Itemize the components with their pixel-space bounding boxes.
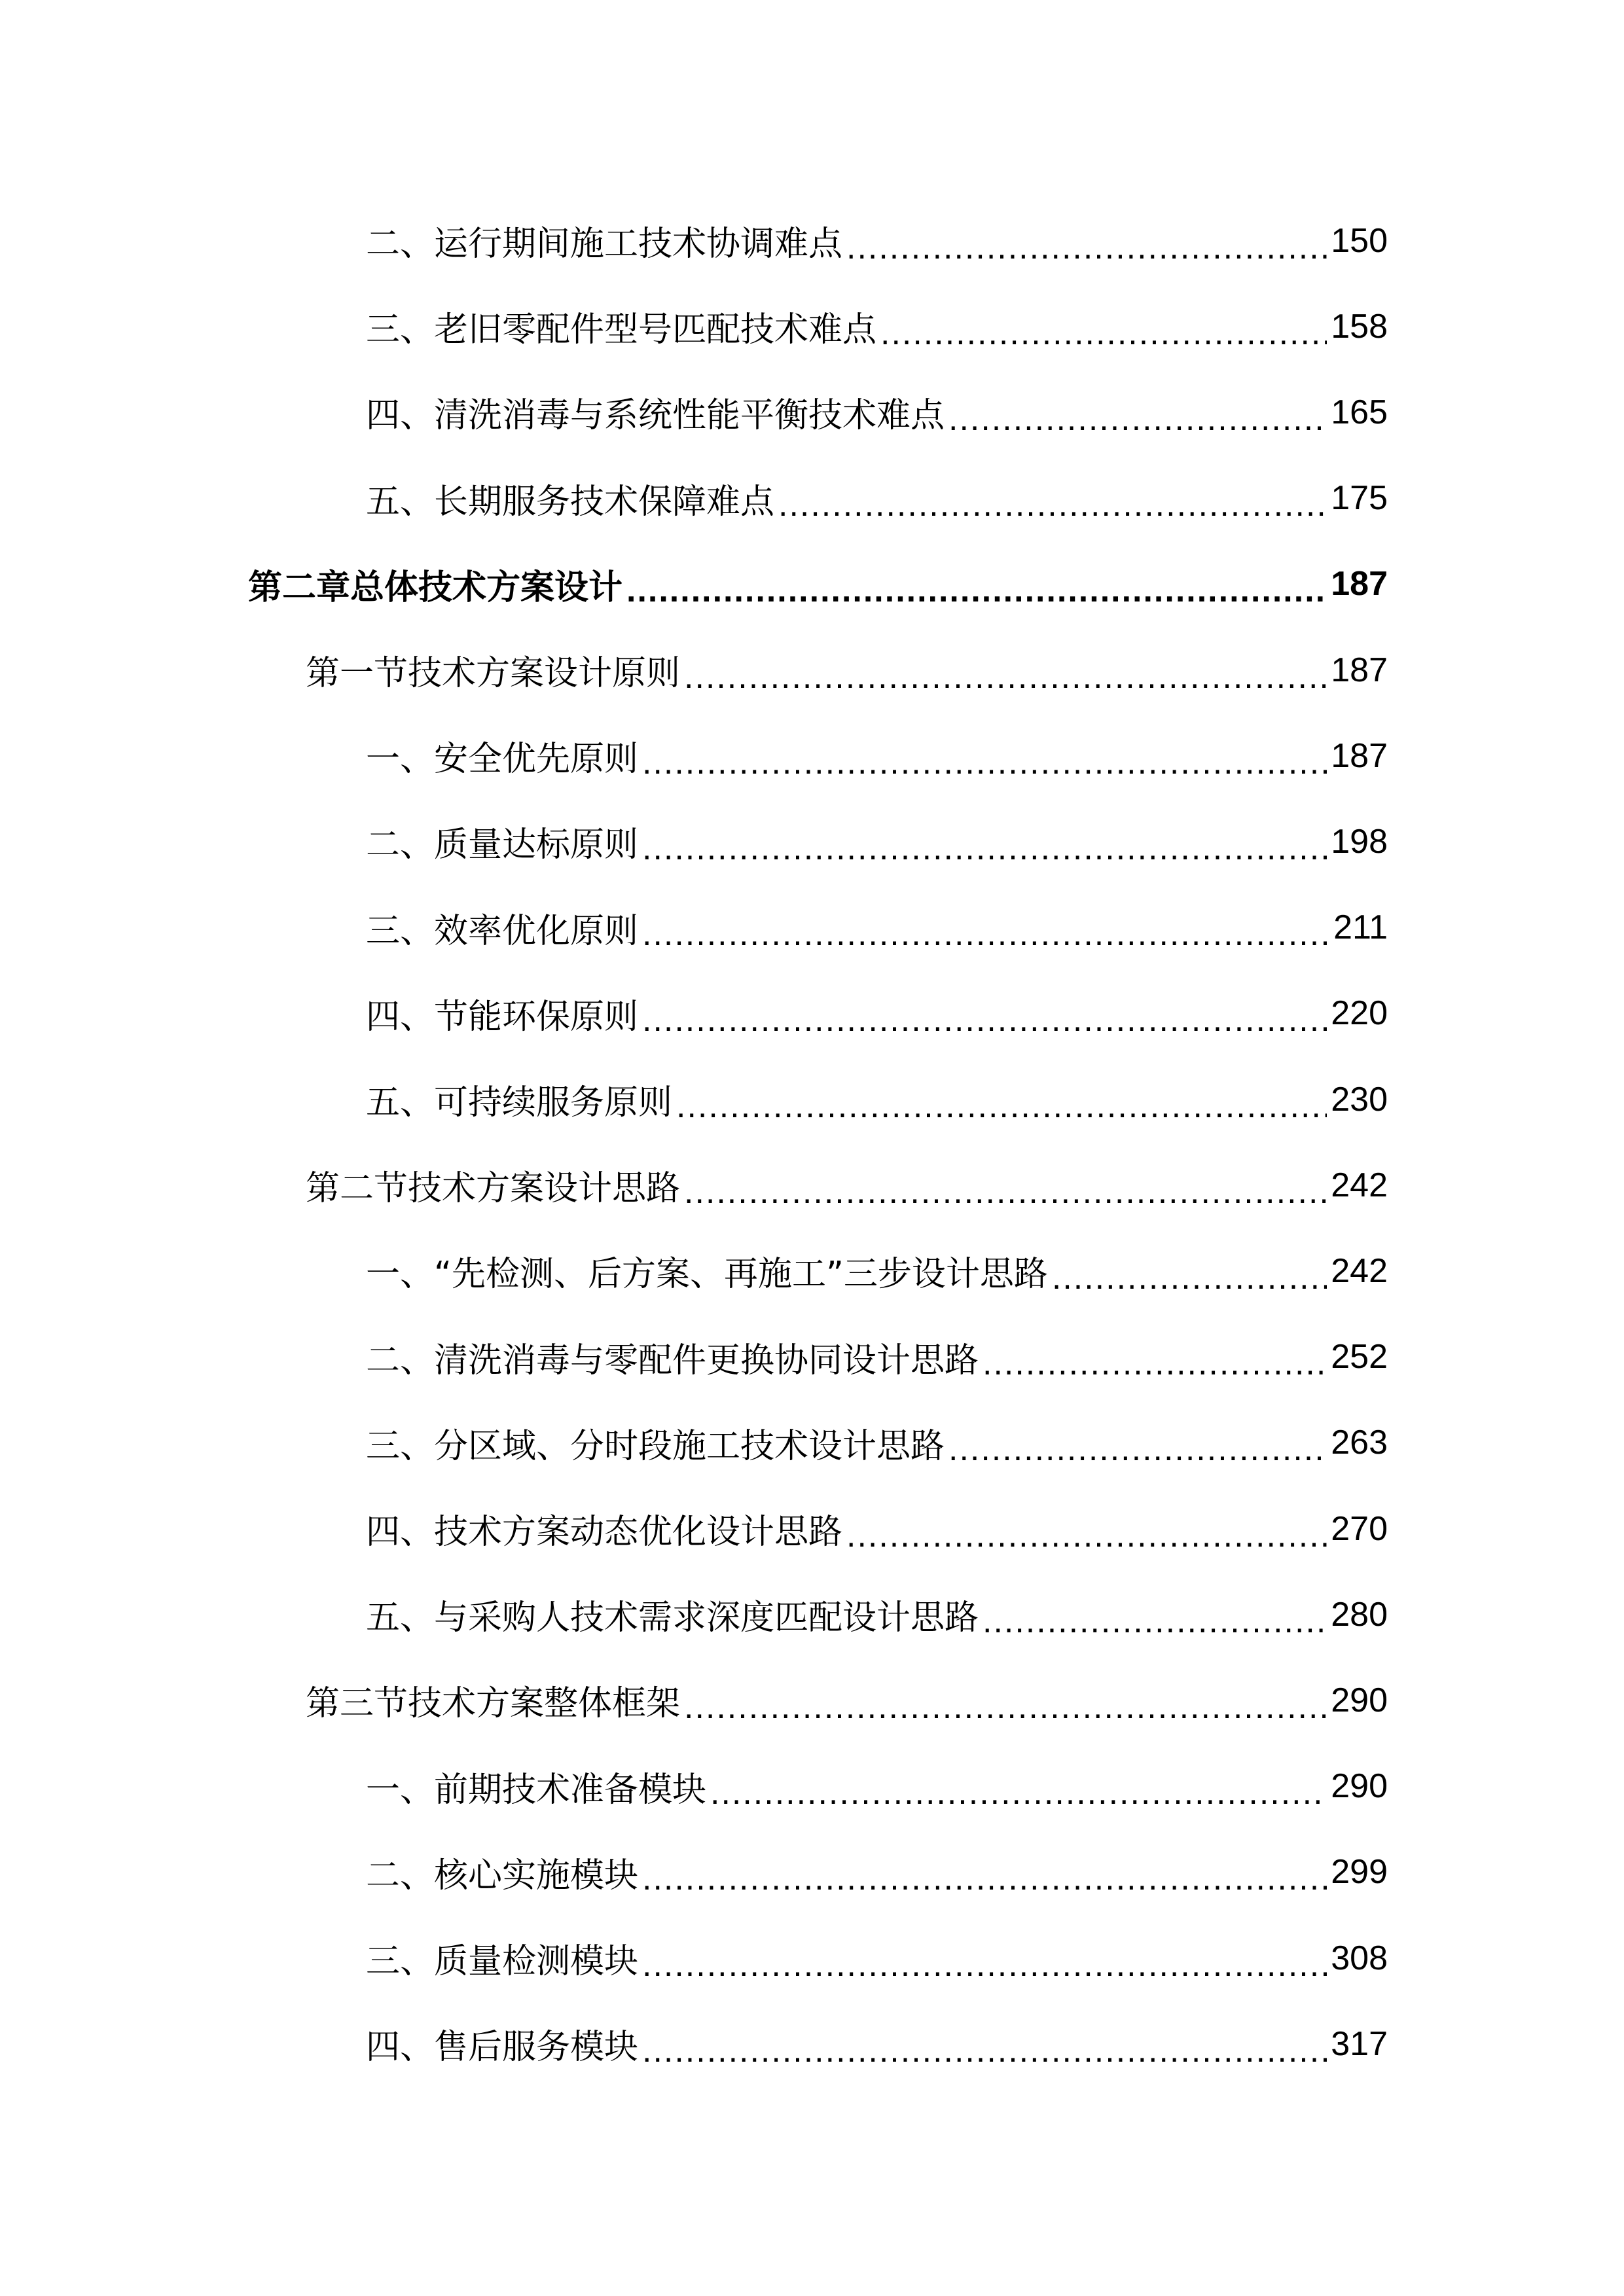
dot-leader [880, 314, 1327, 353]
dot-leader [684, 657, 1327, 696]
toc-entry-page-number: 187 [1331, 565, 1388, 603]
dot-leader [983, 1344, 1327, 1383]
toc-entry-title: 二、清洗消毒与零配件更换协同设计思路 [366, 1340, 979, 1380]
toc-entry[interactable] [366, 1829, 1388, 1915]
toc-entry[interactable] [366, 971, 1388, 1056]
toc-entry-title: 四、售后服务模块 [366, 2028, 639, 2068]
toc-entry-page-number: 317 [1331, 2024, 1388, 2063]
toc-entry[interactable] [366, 198, 1388, 283]
dot-leader [684, 1687, 1327, 1727]
toc-entry-title: 第一节技术方案设计原则 [306, 654, 681, 693]
toc-entry-title: 一、前期技术准备模块 [366, 1770, 707, 1810]
toc-entry-title: 三、质量检测模块 [366, 1942, 639, 1981]
dot-leader [710, 1773, 1327, 1812]
toc-entry-page-number: 280 [1331, 1595, 1388, 1634]
toc-entry-page-number: 175 [1331, 479, 1388, 518]
toc-entry-page-number: 150 [1331, 221, 1388, 260]
toc-entry[interactable] [366, 798, 1388, 884]
toc-entry-title: 第二章总体技术方案设计 [248, 567, 623, 607]
toc-entry-page-number: 252 [1331, 1338, 1388, 1376]
toc-entry-page-number: 187 [1331, 736, 1388, 775]
toc-entry-title: 二、运行期间施工技术协调难点 [366, 224, 843, 264]
toc-entry-title: 一、“先检测、后方案、再施工”三步设计思路 [366, 1255, 1048, 1295]
toc-entry[interactable] [306, 1657, 1388, 1743]
toc-entry[interactable] [306, 627, 1388, 713]
toc-entry-page-number: 290 [1331, 1681, 1388, 1719]
toc-entry-title: 五、长期服务技术保障难点 [366, 482, 775, 522]
toc-entry[interactable] [366, 1744, 1388, 1829]
toc-entry-title: 二、核心实施模块 [366, 1856, 639, 1895]
toc-entry-title: 二、质量达标原则 [366, 825, 639, 865]
dot-leader [1052, 1258, 1327, 1297]
dot-leader [983, 1602, 1327, 1641]
dot-leader [642, 1859, 1327, 1898]
toc-entry[interactable] [306, 1142, 1388, 1228]
toc-entry-title: 五、与采购人技术需求深度匹配设计思路 [366, 1598, 979, 1638]
toc-entry-title: 五、可持续服务原则 [366, 1083, 673, 1122]
toc-entry[interactable] [366, 885, 1388, 971]
toc-entry-page-number: 242 [1331, 1166, 1388, 1204]
toc-entry-page-number: 165 [1331, 393, 1388, 431]
toc-entry-page-number: 299 [1331, 1853, 1388, 1892]
toc-entry-title: 四、清洗消毒与系统性能平衡技术难点 [366, 396, 945, 436]
dot-leader [948, 399, 1327, 439]
dot-leader [642, 743, 1327, 782]
toc-entry-page-number: 270 [1331, 1509, 1388, 1548]
toc-entry[interactable] [248, 541, 1388, 627]
dot-leader [642, 829, 1327, 868]
toc-entry-page-number: 263 [1331, 1424, 1388, 1462]
dot-leader [642, 914, 1329, 954]
dot-leader [676, 1086, 1327, 1126]
toc-entry[interactable] [366, 1571, 1388, 1657]
toc-entry-page-number: 158 [1331, 307, 1388, 346]
toc-entry-page-number: 242 [1331, 1251, 1388, 1290]
toc-entry[interactable] [366, 1400, 1388, 1486]
toc-entry-title: 第二节技术方案设计思路 [306, 1169, 681, 1209]
dot-leader [642, 2031, 1327, 2070]
dot-leader [642, 1945, 1327, 1984]
toc-entry-page-number: 230 [1331, 1080, 1388, 1119]
toc-entry-title: 一、安全优先原则 [366, 740, 639, 780]
toc-entry-page-number: 220 [1331, 994, 1388, 1033]
toc-entry-page-number: 308 [1331, 1939, 1388, 1977]
toc-entry[interactable] [366, 1228, 1388, 1314]
toc-entry-page-number: 290 [1331, 1767, 1388, 1806]
toc-entry-title: 三、效率优化原则 [366, 911, 639, 951]
dot-leader [846, 1516, 1327, 1555]
toc-entry[interactable] [366, 369, 1388, 455]
toc-entry-page-number: 187 [1331, 651, 1388, 689]
toc-entry-page-number: 211 [1333, 908, 1388, 947]
toc-entry[interactable] [366, 1486, 1388, 1571]
dot-leader [846, 228, 1327, 267]
toc-entry[interactable] [366, 1915, 1388, 2001]
toc-entry-page-number: 198 [1331, 822, 1388, 861]
dot-leader [778, 485, 1327, 524]
toc-entry[interactable] [366, 713, 1388, 798]
dot-leader [626, 571, 1327, 610]
toc-entry[interactable] [366, 456, 1388, 541]
dot-leader [684, 1172, 1327, 1211]
toc-entry[interactable] [366, 1056, 1388, 1142]
toc-entry[interactable] [366, 283, 1388, 369]
toc-entry-title: 三、老旧零配件型号匹配技术难点 [366, 310, 877, 350]
toc-entry[interactable] [366, 1314, 1388, 1400]
toc-entry-title: 四、节能环保原则 [366, 997, 639, 1037]
dot-leader [948, 1429, 1327, 1469]
dot-leader [642, 1000, 1327, 1039]
toc-entry-title: 第三节技术方案整体框架 [306, 1684, 681, 1724]
toc-entry[interactable] [366, 2001, 1388, 2087]
toc-entry-title: 四、技术方案动态优化设计思路 [366, 1513, 843, 1552]
toc-entry-title: 三、分区域、分时段施工技术设计思路 [366, 1426, 945, 1466]
